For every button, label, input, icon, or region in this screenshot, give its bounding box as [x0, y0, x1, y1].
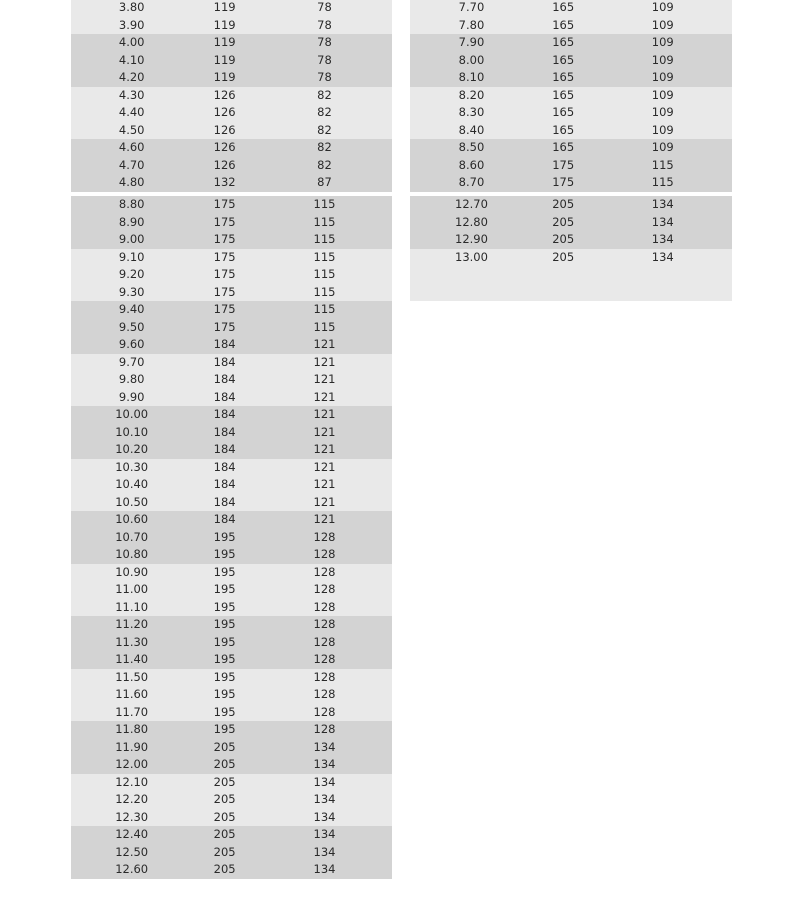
mid-cell: 195 [213, 564, 236, 579]
mid-cell: 195 [213, 599, 236, 614]
table-row [71, 844, 392, 862]
value-cell: 12.20 [115, 792, 149, 806]
right-cell: 128 [313, 669, 336, 684]
value-cell [410, 266, 533, 284]
value-cell: 9.40 [118, 302, 145, 316]
mid-cell: 175 [213, 319, 236, 334]
value-cell: 12.50 [115, 844, 149, 859]
value-cell: 4.00 [118, 35, 145, 49]
value-cell: 10.00 [115, 407, 149, 421]
right-cell: 109 [651, 105, 674, 119]
mid-cell: 195 [213, 529, 236, 544]
value-cell: 8.20 [458, 87, 485, 102]
table-row [71, 406, 392, 424]
value-cell: 8.60 [458, 157, 485, 172]
value-cell: 12.90 [455, 232, 488, 246]
mid-cell: 195 [213, 704, 236, 719]
value-cell: 12.30 [115, 809, 149, 824]
right-cell: 134 [313, 809, 336, 824]
table-row [71, 52, 392, 70]
table-row [71, 389, 392, 407]
value-cell: 11.50 [115, 669, 149, 684]
mid-cell: 165 [552, 122, 575, 137]
right-cell: 115 [313, 284, 336, 299]
mid-cell: 205 [213, 827, 236, 841]
mid-cell: 175 [213, 302, 236, 316]
mid-cell: 165 [552, 35, 575, 49]
value-cell: 9.90 [118, 389, 145, 404]
table-row [410, 0, 732, 17]
right-cell: 109 [651, 70, 674, 84]
mid-cell: 205 [213, 792, 236, 806]
table-row [410, 266, 732, 284]
value-cell: 4.60 [118, 140, 145, 154]
value-cell: 4.80 [118, 175, 145, 189]
table-row [71, 669, 392, 687]
right-cell [593, 266, 732, 284]
right-cell: 109 [651, 87, 674, 102]
right-cell: 121 [313, 389, 336, 404]
table-row [71, 756, 392, 774]
value-cell: 10.90 [115, 564, 149, 579]
right-cell: 128 [313, 582, 336, 596]
table-row [410, 69, 732, 87]
table-row [71, 634, 392, 652]
right-cell: 121 [313, 512, 336, 526]
value-cell: 10.60 [115, 512, 149, 526]
mid-cell: 175 [213, 232, 236, 246]
table-row [410, 104, 732, 122]
right-cell: 115 [313, 232, 336, 246]
mid-cell: 184 [213, 424, 236, 439]
right-cell: 109 [651, 52, 674, 67]
table-row [71, 266, 392, 284]
right-cell: 78 [317, 52, 332, 67]
value-cell: 8.70 [458, 175, 485, 189]
mid-cell: 175 [552, 157, 575, 172]
mid-cell: 195 [213, 634, 236, 649]
table-row [71, 284, 392, 302]
table-row [71, 319, 392, 337]
table-row [71, 616, 392, 634]
right-cell: 121 [313, 354, 336, 369]
value-cell: 3.80 [118, 0, 145, 14]
table-row [71, 371, 392, 389]
value-cell: 12.60 [115, 862, 149, 876]
value-cell: 9.50 [118, 319, 145, 334]
value-cell: 10.70 [115, 529, 149, 544]
right-cell: 78 [317, 0, 332, 14]
table-row [71, 249, 392, 267]
table-row [71, 231, 392, 249]
mid-cell: 165 [552, 87, 575, 102]
value-cell: 10.50 [115, 494, 149, 509]
table-row [71, 476, 392, 494]
mid-cell: 165 [552, 70, 575, 84]
table-row [71, 69, 392, 87]
mid-cell: 205 [213, 809, 236, 824]
mid-cell: 175 [213, 284, 236, 299]
table-row [71, 861, 392, 879]
table-row [71, 721, 392, 739]
table-row [71, 511, 392, 529]
right-cell: 128 [313, 722, 336, 736]
value-cell: 9.70 [118, 354, 145, 369]
table-row [71, 826, 392, 844]
right-cell: 121 [313, 407, 336, 421]
mid-cell: 126 [213, 122, 236, 137]
right-cell: 128 [313, 599, 336, 614]
mid-cell: 184 [213, 337, 236, 351]
value-cell: 9.10 [118, 249, 145, 264]
right-cell: 115 [313, 214, 336, 229]
value-cell: 4.20 [118, 70, 145, 84]
value-cell: 12.10 [115, 774, 149, 789]
mid-cell: 126 [213, 87, 236, 102]
mid-cell: 126 [213, 105, 236, 119]
right-cell: 109 [651, 35, 674, 49]
right-cell: 109 [651, 122, 674, 137]
table-row [71, 686, 392, 704]
table-row [71, 546, 392, 564]
mid-cell: 205 [213, 757, 236, 771]
table-row [71, 0, 392, 17]
table-row [71, 424, 392, 442]
table-row [71, 354, 392, 372]
value-cell: 4.70 [118, 157, 145, 172]
value-cell: 4.30 [118, 87, 145, 102]
right-cell: 128 [313, 617, 336, 631]
right-cell: 121 [313, 337, 336, 351]
table-row [71, 214, 392, 232]
mid-cell: 175 [213, 267, 236, 281]
table-row [410, 17, 732, 35]
mid-cell: 175 [213, 249, 236, 264]
mid-cell: 205 [552, 249, 575, 264]
right-cell: 128 [313, 652, 336, 666]
table-row [71, 34, 392, 52]
table-row [410, 157, 732, 175]
mid-cell: 126 [213, 140, 236, 154]
mid-cell: 165 [552, 17, 575, 32]
value-cell: 4.10 [118, 52, 145, 67]
mid-cell: 195 [213, 722, 236, 736]
right-cell: 115 [313, 197, 336, 211]
right-cell: 134 [313, 739, 336, 754]
value-cell: 10.10 [115, 424, 149, 439]
table-row [410, 52, 732, 70]
mid-cell: 175 [213, 214, 236, 229]
table-row [71, 494, 392, 512]
value-cell: 12.40 [115, 827, 149, 841]
mid-cell: 195 [213, 582, 236, 596]
mid-cell: 195 [213, 652, 236, 666]
mid-cell: 165 [552, 52, 575, 67]
value-cell: 3.90 [118, 17, 145, 32]
right-cell: 134 [651, 214, 674, 229]
right-cell: 78 [317, 35, 332, 49]
value-cell: 9.20 [118, 267, 145, 281]
table-row [71, 122, 392, 140]
right-cell: 121 [313, 372, 336, 386]
table-row [71, 87, 392, 105]
value-cell: 11.80 [115, 722, 149, 736]
right-cell: 82 [317, 140, 332, 154]
right-cell: 109 [651, 0, 674, 14]
mid-cell [533, 284, 594, 301]
value-cell: 8.90 [118, 214, 145, 229]
table-row [71, 564, 392, 582]
right-cell: 134 [313, 792, 336, 806]
table-row [71, 529, 392, 547]
right-cell: 121 [313, 442, 336, 456]
mid-cell: 119 [213, 52, 236, 67]
right-cell: 121 [313, 477, 336, 491]
mid-cell: 165 [552, 0, 575, 14]
mid-cell: 205 [552, 232, 575, 246]
table-row [71, 441, 392, 459]
mid-cell: 195 [213, 687, 236, 701]
right-cell: 128 [313, 704, 336, 719]
value-cell: 7.70 [458, 0, 485, 14]
table-row [71, 139, 392, 157]
right-table-top [410, 0, 732, 192]
table-row [71, 739, 392, 757]
right-cell: 115 [313, 302, 336, 316]
value-cell: 11.90 [115, 739, 149, 754]
mid-cell: 184 [213, 389, 236, 404]
value-cell: 9.80 [118, 372, 145, 386]
right-cell: 82 [317, 87, 332, 102]
value-cell: 11.10 [115, 599, 149, 614]
mid-cell: 119 [213, 17, 236, 32]
value-cell: 10.40 [115, 477, 149, 491]
table-row [71, 174, 392, 192]
table-row [71, 17, 392, 35]
mid-cell: 165 [552, 140, 575, 154]
value-cell: 8.40 [458, 122, 485, 137]
table-row [71, 157, 392, 175]
table-row [410, 249, 732, 267]
mid-cell: 119 [213, 0, 236, 14]
right-cell: 115 [313, 249, 336, 264]
value-cell: 10.20 [115, 442, 149, 456]
right-cell: 128 [313, 547, 336, 561]
value-cell: 9.30 [118, 284, 145, 299]
value-cell: 8.30 [458, 105, 485, 119]
value-cell: 12.70 [455, 197, 488, 211]
table-row [410, 214, 732, 232]
mid-cell: 184 [213, 477, 236, 491]
mid-cell: 184 [213, 494, 236, 509]
mid-cell [533, 266, 594, 284]
value-cell: 9.00 [118, 232, 145, 246]
table-row [71, 196, 392, 214]
table-row [71, 651, 392, 669]
mid-cell: 119 [213, 70, 236, 84]
value-cell: 11.40 [115, 652, 149, 666]
right-cell [593, 284, 732, 301]
right-cell: 134 [313, 774, 336, 789]
mid-cell: 195 [213, 547, 236, 561]
right-cell: 115 [651, 157, 674, 172]
value-cell: 11.70 [115, 704, 149, 719]
right-cell: 115 [313, 319, 336, 334]
mid-cell: 184 [213, 512, 236, 526]
mid-cell: 195 [213, 669, 236, 684]
value-cell: 9.60 [118, 337, 145, 351]
right-cell: 134 [313, 757, 336, 771]
mid-cell: 184 [213, 459, 236, 474]
right-cell: 82 [317, 157, 332, 172]
value-cell: 11.60 [115, 687, 149, 701]
table-row [71, 704, 392, 722]
table-row [410, 34, 732, 52]
value-cell: 12.00 [115, 757, 149, 771]
mid-cell: 184 [213, 354, 236, 369]
table-row [71, 809, 392, 827]
table-row [71, 301, 392, 319]
right-cell: 134 [651, 232, 674, 246]
value-cell: 12.80 [455, 214, 488, 229]
table-row [410, 139, 732, 157]
left-table-top [71, 0, 392, 192]
right-cell: 87 [317, 175, 332, 189]
table-row [71, 599, 392, 617]
table-row [71, 336, 392, 354]
right-cell: 121 [313, 424, 336, 439]
mid-cell: 205 [213, 844, 236, 859]
right-cell: 78 [317, 17, 332, 32]
value-cell: 8.10 [458, 70, 485, 84]
mid-cell: 175 [552, 175, 575, 189]
value-cell [410, 284, 533, 301]
value-cell: 10.30 [115, 459, 149, 474]
table-row [410, 174, 732, 192]
right-table-bottom [410, 196, 732, 301]
mid-cell: 165 [552, 105, 575, 119]
right-cell: 115 [651, 175, 674, 189]
value-cell: 11.30 [115, 634, 149, 649]
right-cell: 109 [651, 17, 674, 32]
mid-cell: 205 [552, 197, 575, 211]
right-cell: 121 [313, 494, 336, 509]
value-cell: 8.80 [118, 197, 145, 211]
table-row [71, 581, 392, 599]
right-cell: 82 [317, 105, 332, 119]
value-cell: 11.00 [115, 582, 149, 596]
table-row [71, 774, 392, 792]
right-cell: 128 [313, 687, 336, 701]
right-cell: 78 [317, 70, 332, 84]
mid-cell: 184 [213, 442, 236, 456]
value-cell: 11.20 [115, 617, 149, 631]
mid-cell: 205 [213, 739, 236, 754]
mid-cell: 184 [213, 372, 236, 386]
mid-cell: 205 [552, 214, 575, 229]
mid-cell: 184 [213, 407, 236, 421]
table-row [71, 791, 392, 809]
table-row [71, 459, 392, 477]
table-row [410, 122, 732, 140]
value-cell: 7.90 [458, 35, 485, 49]
mid-cell: 119 [213, 35, 236, 49]
left-table-bottom [71, 196, 392, 879]
right-cell: 134 [313, 862, 336, 876]
value-cell: 7.80 [458, 17, 485, 32]
value-cell: 8.50 [458, 140, 485, 154]
right-cell: 134 [651, 197, 674, 211]
right-cell: 134 [313, 844, 336, 859]
value-cell: 13.00 [455, 249, 488, 264]
mid-cell: 205 [213, 862, 236, 876]
mid-cell: 205 [213, 774, 236, 789]
value-cell: 8.00 [458, 52, 485, 67]
mid-cell: 195 [213, 617, 236, 631]
right-cell: 128 [313, 634, 336, 649]
right-cell: 109 [651, 140, 674, 154]
mid-cell: 175 [213, 197, 236, 211]
right-cell: 134 [651, 249, 674, 264]
value-cell: 10.80 [115, 547, 149, 561]
value-cell: 4.50 [118, 122, 145, 137]
table-row [410, 231, 732, 249]
table-row [410, 196, 732, 214]
table-row [71, 104, 392, 122]
mid-cell: 126 [213, 157, 236, 172]
right-cell: 121 [313, 459, 336, 474]
right-cell: 134 [313, 827, 336, 841]
right-cell: 115 [313, 267, 336, 281]
right-cell: 82 [317, 122, 332, 137]
right-cell: 128 [313, 564, 336, 579]
right-cell: 128 [313, 529, 336, 544]
table-row [410, 284, 732, 301]
value-cell: 4.40 [118, 105, 145, 119]
table-row [410, 87, 732, 105]
mid-cell: 132 [213, 175, 236, 189]
